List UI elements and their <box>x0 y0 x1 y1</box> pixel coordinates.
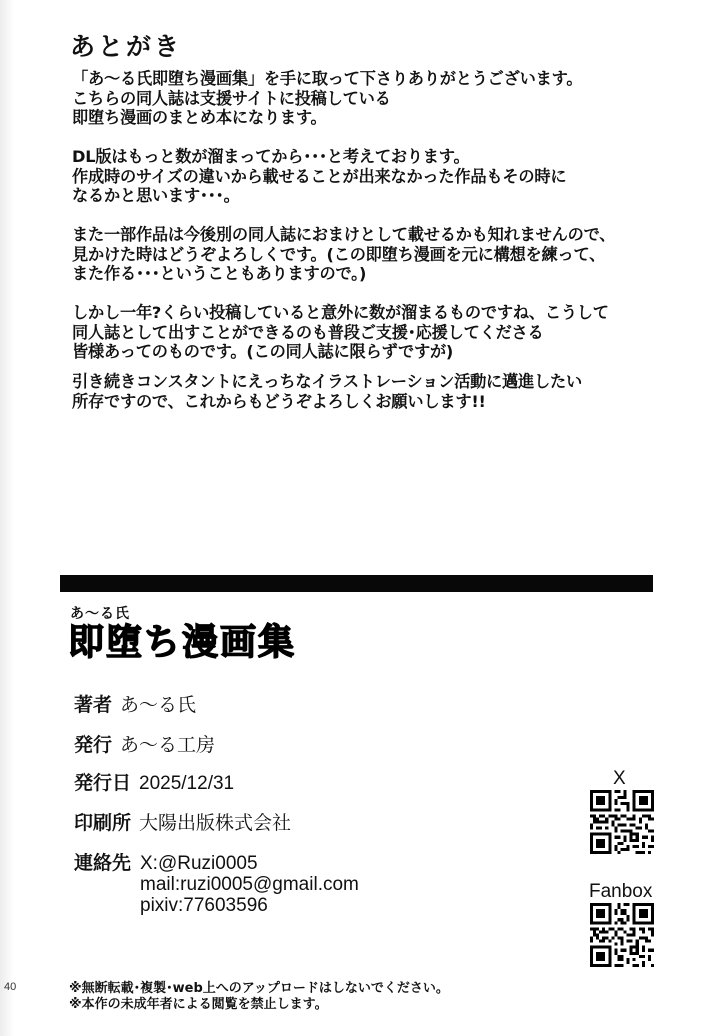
text-line: こちらの同人誌は支援サイトに投稿している <box>72 88 391 108</box>
afterword-paragraph-4 <box>72 303 609 362</box>
book-subtitle: あ～る氏 <box>70 606 130 622</box>
colophon-value: あ～る工房 <box>120 735 216 756</box>
text-line: しかし一年?くらい投稿していると意外に数が溜まるものですね、こうして <box>72 303 609 322</box>
colophon-contact <box>74 851 139 876</box>
text-line: 作成時のサイズの違いから載せることが出来なかった作品もその時に <box>72 166 567 186</box>
section-divider-bar <box>60 575 653 592</box>
text-line: DL版はもっと数が溜まってから･･･と考えております。 <box>72 147 470 166</box>
afterword-paragraph-5 <box>72 372 582 411</box>
text-line: また作る･･･ということもありますので。) <box>72 264 367 283</box>
contact-pixiv: pixiv:77603596 <box>140 895 268 916</box>
colophon-label: 著者 <box>74 694 113 716</box>
afterword-heading: あとがき <box>70 32 183 61</box>
contact-info <box>140 853 359 916</box>
colophon-value: 2025/12/31 <box>139 773 235 794</box>
afterword-paragraph-2 <box>72 147 566 206</box>
text-line: 引き続きコンスタントにえっちなイラストレーション活動に邁進したい <box>72 372 582 391</box>
colophon-author <box>74 693 196 718</box>
text-line: 皆様あってのものです。(この同人誌に限らずですが) <box>72 342 454 361</box>
page-number: 40 <box>4 981 17 993</box>
contact-email: mail:ruzi0005@gmail.com <box>140 874 359 895</box>
afterword-paragraph-3 <box>72 225 615 284</box>
qr-code-x-icon <box>590 790 654 854</box>
text-line: 所存ですので、これからもどうぞよろしくお願いします!! <box>72 391 486 411</box>
afterword-paragraph-1 <box>72 69 582 128</box>
colophon-label: 発行 <box>74 734 113 756</box>
colophon-publisher <box>74 733 215 758</box>
page-gutter-shadow <box>0 0 17 1036</box>
contact-x-handle: X:@Ruzi0005 <box>140 853 258 874</box>
colophon-label: 連絡先 <box>74 852 132 874</box>
qr-label-fanbox: Fanbox <box>589 881 653 902</box>
colophon-label: 印刷所 <box>74 812 132 834</box>
note-adults-only: ※本作の未成年者による閲覧を禁止します。 <box>69 996 328 1012</box>
text-line: なるかと思います･･･。 <box>72 186 240 205</box>
qr-code-fanbox-icon <box>590 903 654 967</box>
text-line: 「あ～る氏即堕ち漫画集」を手に取って下さりありがとうございます。 <box>72 69 583 88</box>
text-line: また一部作品は今後別の同人誌におまけとして載せるかも知れませんので、 <box>72 225 616 244</box>
legal-notes <box>69 981 449 1012</box>
colophon-label: 発行日 <box>74 772 132 794</box>
book-title: 即堕ち漫画集 <box>68 622 297 663</box>
colophon-date <box>74 771 234 796</box>
text-line: 見かけた時はどうぞよろしくです。(この即堕ち漫画を元に構想を練って、 <box>72 244 606 264</box>
note-no-reproduction: ※無断転載･複製･web上へのアップロードはしないでください。 <box>69 981 449 996</box>
colophon-value: 大陽出版株式会社 <box>139 813 292 834</box>
text-line: 同人誌として出すことができるのも普段ご支援･応援してくださる <box>72 322 544 342</box>
colophon-value: あ～る氏 <box>120 695 197 716</box>
text-line: 即堕ち漫画のまとめ本になります。 <box>72 108 327 127</box>
colophon-printer <box>74 811 291 836</box>
qr-label-x: X <box>613 768 626 789</box>
